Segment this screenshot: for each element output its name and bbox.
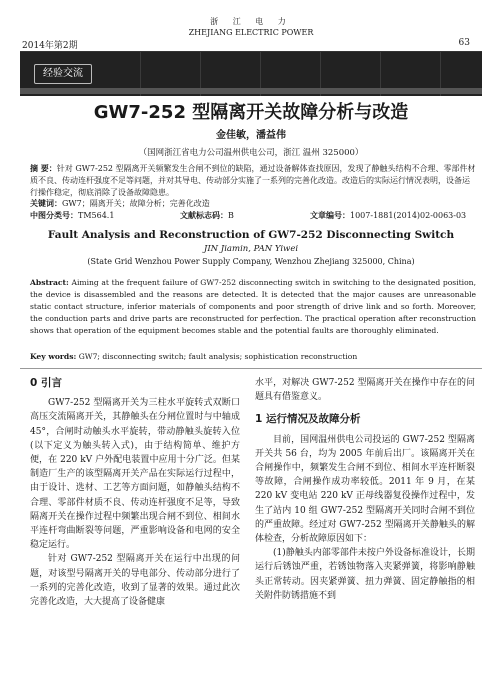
- section-1-paragraph-1: 目前，国网温州供电公司投运的 GW7-252 型隔离开关共 56 台，均为 2005 年前后出厂。该隔离开关在合闸操作中，频繁发生合闸不到位、相间水平连杆断裂等故障，合闸操作成功率较低。2011 年 9 月，在某 220 kV 变电站 220 kV 正母线器复役操作过程中，发生了站内 10 组 GW7-252 型隔离开关同时合闸不到位的严重故障。经过对 GW7-252 型隔离开关静触头的解体检查，分析故障原因如下：: [255, 434, 475, 545]
- abstract-cn: [30, 162, 476, 199]
- article-id-label: 文章编号：: [310, 210, 350, 220]
- abstract-cn-text: 针对 GW7-252 型隔离开关频繁发生合闸不到位的缺陷，通过设备解体查找原因，发现了静触头结构不合理、零部件材质不良、传动连杆强度不足等问题，并对其导电、传动部分实施了一系列的完善化改造。改造后的实际运行情况表明，设备运行操作稳定，彻底消除了设备故障隐患。: [30, 164, 476, 197]
- english-abstract-text: Aiming at the frequent failure of GW7-252 disconnecting switch in switching to the designated position, the device is disassembled and the reasons are detected. It is detected that the major causes are unreasonable static contact structure, inferior materials of components and poor strength of drive link and so forth. Moreover, the conduction parts and drive parts are reconstructed for perfection. The practical operation after reconstruction shows that operation of the equipment becomes stable and the potential faults are thoroughly eliminated.: [30, 278, 476, 335]
- affiliation: （国网浙江省电力公司温州供电公司，浙江 温州 325000）: [138, 148, 364, 158]
- right-column: [255, 376, 475, 603]
- continued-paragraph: 水平，对解决 GW7-252 型隔离开关在操作中存在的问题具有借鉴意义。: [255, 378, 475, 403]
- english-keywords-text: GW7; disconnecting switch; fault analysis; sophistication reconstruction: [76, 352, 358, 361]
- authors: 金佳敏，潘益伟: [216, 130, 286, 141]
- english-keywords: [30, 351, 476, 363]
- clc-code: TM564.1: [78, 211, 115, 220]
- journal-header: [0, 16, 502, 38]
- column-tag: 经验交流: [34, 64, 92, 84]
- english-abstract: [30, 277, 476, 337]
- issue-number: 2014年第2期: [22, 41, 78, 51]
- english-authors: JIN Jiamin, PAN Yiwei: [203, 244, 299, 254]
- section-0-paragraph-1: GW7-252 型隔离开关为三柱水平旋转式双断口高压交流隔离开关，其静触头在分闸位置时与中轴成 45°，合闸时动触头水平旋转，带动静触头旋转入位(以下定义为触头转入式)，由于结构简单、维护方便，在 220 kV 户外配电装置中应用十分广泛。但某制造厂生产的该型隔离开关产品在实际运行过程中，由于设计、选材、工艺等方面问题，如静触头结构不合理、零部件材质不良、传动连杆强度不足等，导致隔离开关在操作过程中频繁出现合闸不到位、相间水平连杆弯曲断裂等问题，严重影响设备和电网的安全稳定运行。: [30, 398, 240, 551]
- doc-code: B: [228, 211, 234, 220]
- page-number: 63: [458, 38, 470, 48]
- section-banner: [20, 52, 482, 96]
- section-1-heading: 1 运行情况及故障分析: [255, 413, 361, 426]
- english-affiliation: (State Grid Wenzhou Power Supply Company, Wenzhou Zhejiang 325000, China): [87, 257, 415, 266]
- section-0-heading: 0 引言: [30, 377, 62, 389]
- english-keywords-label: Key words:: [30, 352, 77, 361]
- section-1-paragraph-2: (1)静触头内部零部件未按户外设备标准设计，长期运行后锈蚀严重，若锈蚀物落入夹紧弹簧，将影响静触头正常转动。因夹紧弹簧、扭力弹簧、固定静触指的相关附件防锈措施不到: [255, 548, 475, 601]
- journal-name-cn: 浙 江 电 力: [210, 17, 292, 26]
- left-column: [30, 376, 240, 609]
- journal-name-en: ZHEJIANG ELECTRIC POWER: [188, 28, 314, 37]
- clc-label: 中图分类号：: [30, 210, 78, 220]
- abstract-cn-label: 摘 要：: [30, 163, 57, 173]
- banner-bar: [20, 88, 482, 94]
- abstract-separator: [20, 368, 482, 369]
- english-title: Fault Analysis and Reconstruction of GW7-252 Disconnecting Switch: [47, 229, 455, 241]
- paper-title: GW7-252 型隔离开关故障分析与改造: [93, 102, 409, 123]
- english-abstract-label: Abstract:: [30, 278, 69, 287]
- section-0-paragraph-2: 针对 GW7-252 型隔离开关在运行中出现的问题，对该型号隔离开关的导电部分、传动部分进行了一系列的完善化改造，收到了显著的效果。通过此次完善化改造，大大提高了设备健康: [30, 554, 240, 608]
- doc-code-label: 文献标志码：: [180, 210, 228, 220]
- classification-line: [30, 209, 476, 222]
- keywords-cn-label: 关键词：: [30, 198, 62, 208]
- keywords-cn-text: GW7；隔离开关；故障分析；完善化改造: [62, 199, 210, 208]
- article-id: 1007-1881(2014)02-0063-03: [350, 211, 467, 220]
